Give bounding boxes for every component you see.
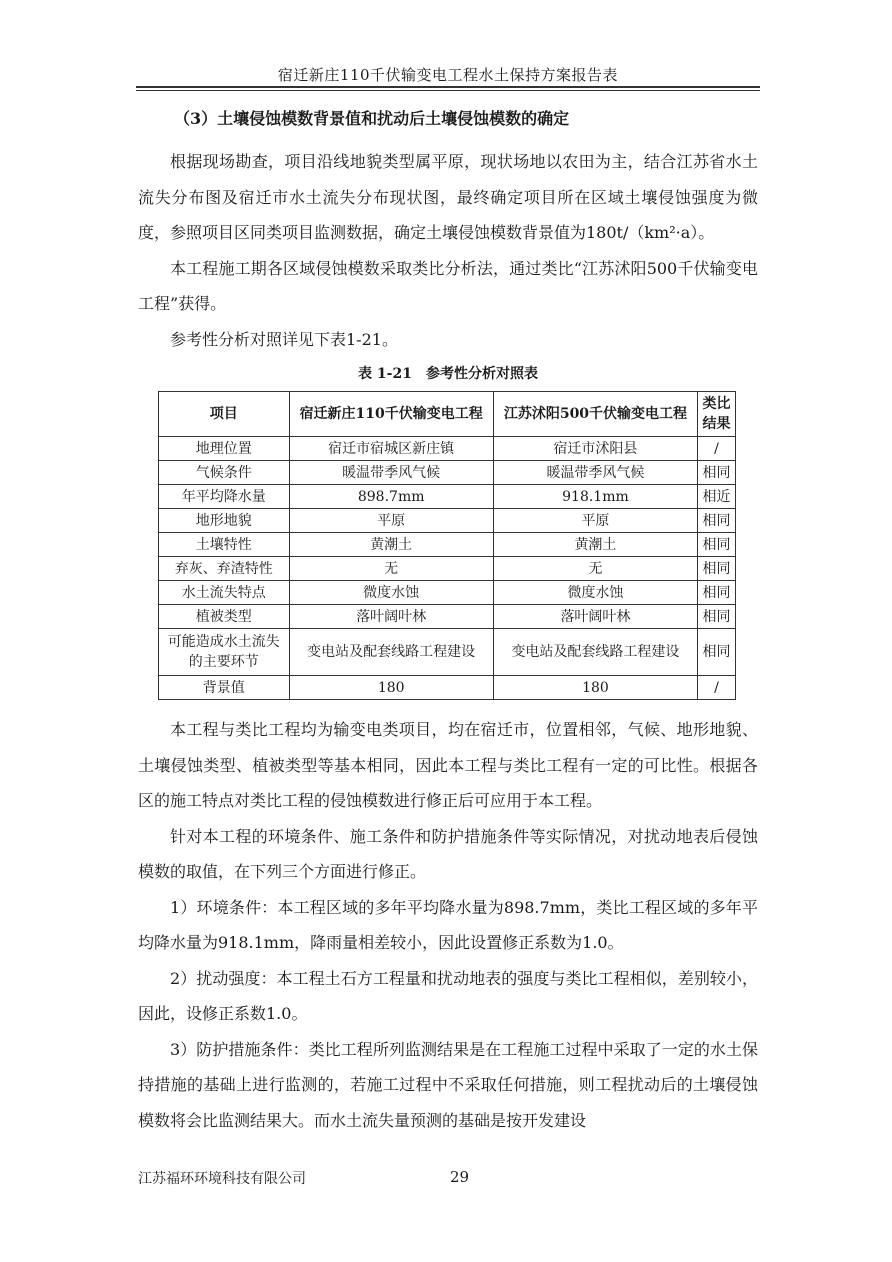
table-row — [159, 461, 736, 485]
table-header-cell: 项目 — [159, 392, 290, 437]
table-row — [159, 509, 736, 533]
table-cell: / — [698, 676, 736, 700]
table-cell: / — [698, 437, 736, 461]
after-table-text — [138, 712, 758, 1138]
table-caption: 表 1-21 参考性分析对照表 — [358, 366, 538, 382]
table-cell: 土壤特性 — [159, 533, 290, 557]
table-cell: 相近 — [698, 485, 736, 509]
table-header-row — [159, 392, 736, 437]
table-cell: 平原 — [289, 509, 493, 533]
table-cell: 宿迁市宿城区新庄镇 — [289, 437, 493, 461]
table-cell: 可能造成水土流失的主要环节 — [159, 629, 290, 676]
page-number: 29 — [450, 1168, 470, 1186]
table-row — [159, 557, 736, 581]
table-cell: 气候条件 — [159, 461, 290, 485]
table-cell: 相同 — [698, 557, 736, 581]
table-cell: 180 — [289, 676, 493, 700]
table-header-cell: 江苏沭阳500千伏输变电工程 — [493, 392, 697, 437]
table-cell: 黄潮土 — [289, 533, 493, 557]
comparison-table — [158, 391, 736, 700]
paragraph-analogy-method: 本工程施工期各区域侵蚀模数采取类比分析法，通过类比“江苏沭阳500千伏输变电工程”获得。 — [138, 258, 758, 313]
table-cell: 相同 — [698, 605, 736, 629]
table-cell: 地形地貌 — [159, 509, 290, 533]
paragraph-correction-intro: 针对本工程的环境条件、施工条件和防护措施条件等实际情况，对扰动地表后侵蚀模数的取值，在下列三个方面进行修正。 — [138, 826, 758, 881]
page-header-title: 宿迁新庄110千伏输变电工程水土保持方案报告表 — [277, 66, 619, 84]
table-header-cell: 类比结果 — [698, 392, 736, 437]
paragraph-comparability: 本工程与类比工程均为输变电类项目，均在宿迁市，位置相邻，气候、地形地貌、土壤侵蚀类型、植被类型等基本相同，因此本工程与类比工程有一定的可比性。根据各区的施工特点对类比工程的侵蚀模数进行修正后可应用于本工程。 — [138, 720, 758, 810]
table-cell: 变电站及配套线路工程建设 — [493, 629, 697, 676]
table-cell: 无 — [289, 557, 493, 581]
table-cell: 918.1mm — [493, 485, 697, 509]
footer-company: 江苏福环环境科技有限公司 — [138, 1171, 306, 1187]
table-row — [159, 581, 736, 605]
table-row — [159, 629, 736, 676]
table-cell: 微度水蚀 — [289, 581, 493, 605]
table-cell: 背景值 — [159, 676, 290, 700]
table-cell: 地理位置 — [159, 437, 290, 461]
table-row — [159, 437, 736, 461]
table-cell: 相同 — [698, 581, 736, 605]
table-cell: 变电站及配套线路工程建设 — [289, 629, 493, 676]
table-cell: 植被类型 — [159, 605, 290, 629]
table-cell: 弃灰、弃渣特性 — [159, 557, 290, 581]
table-header-cell: 宿迁新庄110千伏输变电工程 — [289, 392, 493, 437]
table-cell: 水土流失特点 — [159, 581, 290, 605]
paragraph-table-reference: 参考性分析对照详见下表1-21。 — [170, 329, 398, 349]
table-row — [159, 605, 736, 629]
table-cell: 暖温带季风气候 — [289, 461, 493, 485]
page-content — [138, 104, 758, 1138]
table-cell: 180 — [493, 676, 697, 700]
paragraph-environment-condition: 1）环境条件：本工程区域的多年平均降水量为898.7mm，类比工程区域的多年平均降水量为918.1mm，降雨量相差较小，因此设置修正系数为1.0。 — [138, 897, 758, 952]
table-cell: 落叶阔叶林 — [493, 605, 697, 629]
header-rule-thick — [136, 86, 760, 88]
header-rule-thin — [136, 90, 760, 91]
table-cell: 暖温带季风气候 — [493, 461, 697, 485]
table-row — [159, 533, 736, 557]
paragraph-disturbance-intensity: 2）扰动强度：本工程土石方工程量和扰动地表的强度与类比工程相似，差别较小，因此，设修正系数1.0。 — [138, 968, 758, 1023]
table-row — [159, 676, 736, 700]
paragraph-background-value: 根据现场勘查，项目沿线地貌类型属平原，现状场地以农田为主，结合江苏省水土流失分布图及宿迁市水土流失分布现状图，最终确定项目所在区域土壤侵蚀强度为微度，参照项目区同类项目监测数据，确定土壤侵蚀模数背景值为180t/（km²·a）。 — [138, 152, 758, 242]
table-cell: 宿迁市沭阳县 — [493, 437, 697, 461]
table-cell: 黄潮土 — [493, 533, 697, 557]
table-cell: 年平均降水量 — [159, 485, 290, 509]
section-heading: （3）土壤侵蚀模数背景值和扰动后土壤侵蚀模数的确定 — [174, 109, 570, 128]
table-cell: 平原 — [493, 509, 697, 533]
table-cell: 微度水蚀 — [493, 581, 697, 605]
table-cell: 相同 — [698, 629, 736, 676]
table-cell: 无 — [493, 557, 697, 581]
table-cell: 相同 — [698, 533, 736, 557]
paragraph-protection-measures: 3）防护措施条件：类比工程所列监测结果是在工程施工过程中采取了一定的水土保持措施的基础上进行监测的，若施工过程中不采取任何措施，则工程扰动后的土壤侵蚀模数将会比监测结果大。而水土流失量预测的基础是按开发建设 — [138, 1039, 758, 1130]
table-cell: 898.7mm — [289, 485, 493, 509]
table-cell: 相同 — [698, 461, 736, 485]
table-cell: 相同 — [698, 509, 736, 533]
table-row — [159, 485, 736, 509]
table-cell: 落叶阔叶林 — [289, 605, 493, 629]
